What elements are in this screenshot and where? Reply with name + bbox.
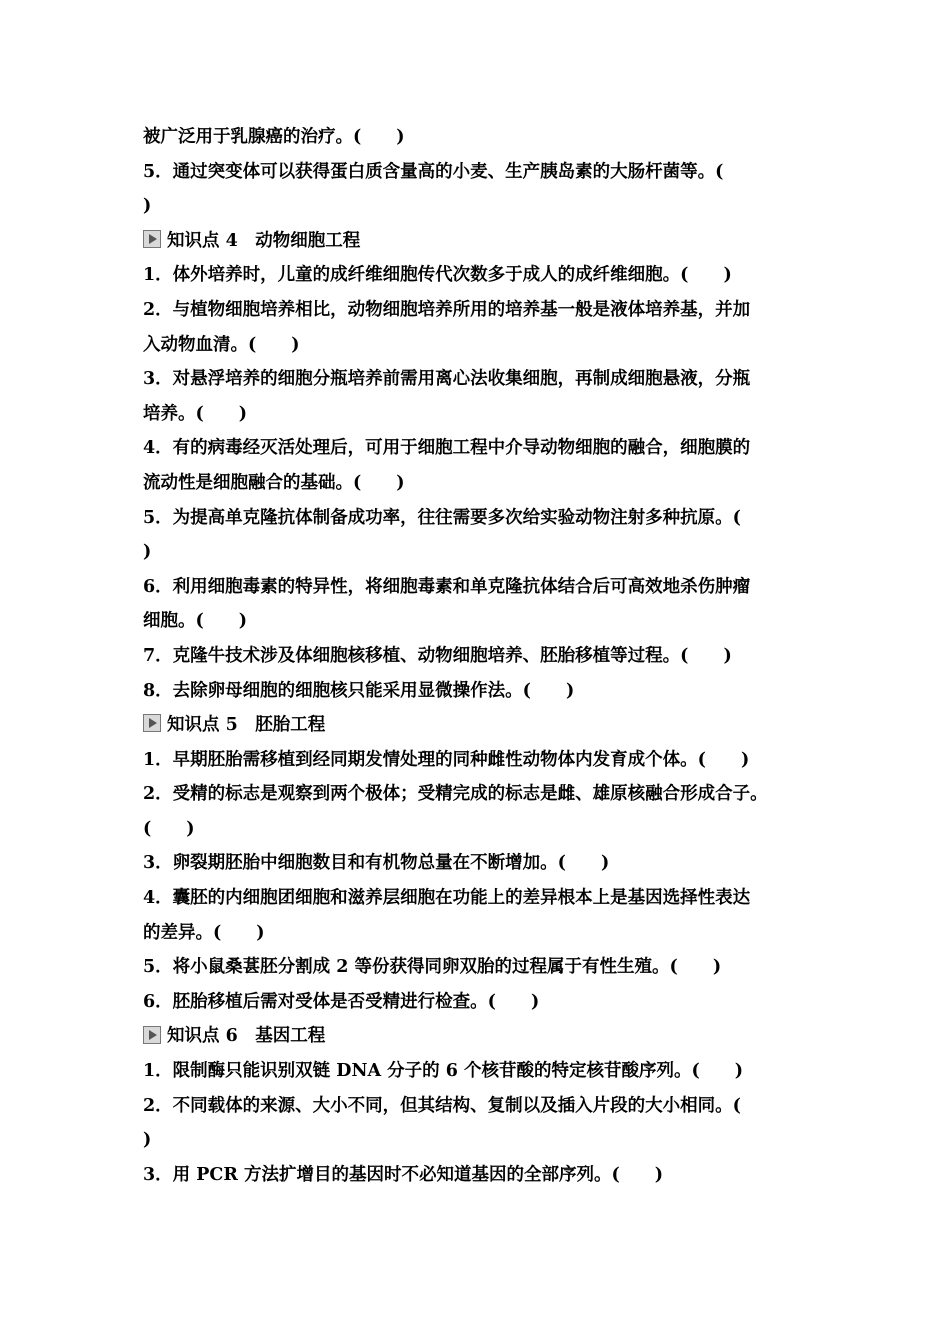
- play-icon: [143, 230, 161, 248]
- text-line: 1．早期胚胎需移植到经同期发情处理的同种雌性动物体内发育成个体。( ): [143, 749, 750, 770]
- text-line: 1．限制酶只能识别双链 DNA 分子的 6 个核苷酸的特定核苷酸序列。( ): [143, 1061, 744, 1082]
- text-line: 1．体外培养时，儿童的成纤维细胞传代次数多于成人的成纤维细胞。( ): [143, 265, 732, 286]
- text-line: 3．对悬浮培养的细胞分瓶培养前需用离心法收集细胞，再制成细胞悬液，分瓶: [143, 369, 751, 390]
- text-line: 入动物血清。( ): [143, 334, 300, 355]
- text-line: 流动性是细胞融合的基础。( ): [143, 472, 405, 493]
- document-page: [143, 120, 833, 1192]
- text-line: 4．有的病毒经灭活处理后，可用于细胞工程中介导动物细胞的融合，细胞膜的: [143, 438, 751, 459]
- section-heading-6: [143, 1019, 833, 1054]
- text-line: 被广泛用于乳腺癌的治疗。( ): [143, 127, 405, 147]
- text-line: ): [143, 542, 152, 563]
- section-title: 知识点 4 动物细胞工程: [167, 230, 361, 251]
- text-line: 5．将小鼠桑葚胚分割成 2 等份获得同卵双胎的过程属于有性生殖。( ): [143, 957, 722, 978]
- text-line: ( ): [143, 818, 195, 839]
- text-line: 7．克隆牛技术涉及体细胞核移植、动物细胞培养、胚胎移植等过程。( ): [143, 645, 732, 666]
- text-line: 2．受精的标志是观察到两个极体；受精完成的标志是雌、雄原核融合形成合子。: [143, 784, 768, 805]
- play-icon: [143, 714, 161, 732]
- text-line: ): [143, 196, 152, 217]
- text-line: 3．用 PCR 方法扩增目的基因时不必知道基因的全部序列。( ): [143, 1164, 664, 1185]
- section-title: 知识点 6 基因工程: [167, 1026, 326, 1047]
- section-heading-4: [143, 224, 833, 259]
- text-line: 培养。( ): [143, 403, 248, 424]
- section-heading-5: [143, 708, 833, 743]
- text-line: 5．通过突变体可以获得蛋白质含量高的小麦、生产胰岛素的大肠杆菌等。(: [143, 161, 724, 182]
- text-line: 5．为提高单克隆抗体制备成功率，往往需要多次给实验动物注射多种抗原。(: [143, 507, 741, 528]
- section-title: 知识点 5 胚胎工程: [167, 715, 326, 736]
- text-line: 2．与植物细胞培养相比，动物细胞培养所用的培养基一般是液体培养基，并加: [143, 299, 751, 320]
- text-line: 8．去除卵母细胞的细胞核只能采用显微操作法。( ): [143, 680, 575, 701]
- text-line: 6．胚胎移植后需对受体是否受精进行检查。( ): [143, 991, 540, 1012]
- text-line: 6．利用细胞毒素的特异性，将细胞毒素和单克隆抗体结合后可高效地杀伤肿瘤: [143, 576, 751, 597]
- text-line: ): [143, 1130, 152, 1151]
- text-line: 细胞。( ): [143, 611, 248, 632]
- play-icon: [143, 1026, 161, 1044]
- text-line: 的差异。( ): [143, 922, 265, 943]
- text-line: 3．卵裂期胚胎中细胞数目和有机物总量在不断增加。( ): [143, 853, 610, 874]
- text-line: 2．不同载体的来源、大小不同，但其结构、复制以及插入片段的大小相同。(: [143, 1095, 741, 1116]
- text-line: 4．囊胚的内细胞团细胞和滋养层细胞在功能上的差异根本上是基因选择性表达: [143, 888, 751, 909]
